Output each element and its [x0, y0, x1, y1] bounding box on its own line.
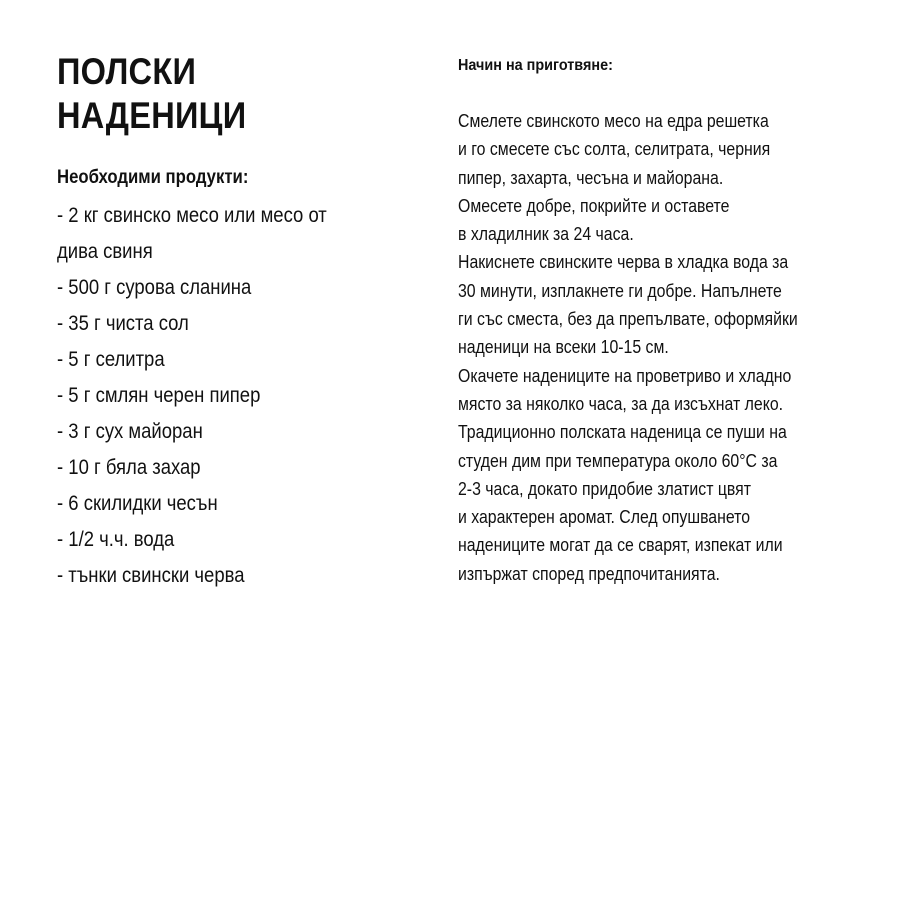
ingredient-item: - тънки свински черва	[57, 564, 245, 587]
ingredient-item: - 10 г бяла захар	[57, 456, 201, 479]
ingredients-column	[57, 50, 417, 594]
method-line: 2-3 часа, докато придобие златист цвят	[458, 478, 751, 499]
method-line: пипер, захарта, чесъна и майорана.	[458, 167, 724, 188]
ingredient-item: - 1/2 ч.ч. вода	[57, 528, 175, 551]
method-line: място за няколко часа, за да изсъхнат леко.	[458, 393, 784, 414]
ingredient-item: - 5 г селитра	[57, 348, 165, 371]
method-line: Традиционно полската наденица се пуши на	[458, 422, 787, 443]
method-line: Омесете добре, покрийте и оставете	[458, 195, 730, 216]
ingredients-list	[57, 198, 418, 594]
method-column	[458, 55, 878, 588]
method-line: и характерен аромат. След опушването	[458, 507, 751, 528]
method-line: ги със сместа, без да препълвате, оформяйки	[458, 309, 798, 330]
ingredient-item: - 500 г сурова сланина	[57, 276, 252, 299]
method-line: Накиснете свинските черва в хладка вода за	[458, 252, 789, 273]
ingredient-item: - 5 г смлян черен пипер	[57, 384, 261, 407]
method-line: Окачете надениците на проветриво и хладно	[458, 365, 792, 386]
ingredient-item: - 6 скилидки чесън	[57, 492, 218, 515]
method-text	[458, 107, 854, 588]
method-line: 30 минути, изплакнете ги добре. Напълнете	[458, 280, 782, 301]
method-heading: Начин на приготвяне:	[458, 57, 613, 74]
ingredients-heading: Необходими продукти:	[57, 167, 249, 188]
ingredient-item: - 3 г сух майоран	[57, 420, 203, 443]
recipe-title	[57, 50, 409, 138]
method-line: в хладилник за 24 часа.	[458, 224, 634, 245]
recipe-title-line-1: ПОЛСКИ	[57, 51, 197, 92]
method-line: изпържат според предпочитанията.	[458, 563, 720, 584]
method-line: Смелете свинското месо на едра решетка	[458, 111, 769, 131]
method-line: студен дим при температура около 60°C за	[458, 450, 778, 471]
method-line: надениците могат да се сварят, изпекат или	[458, 535, 783, 556]
ingredient-item: дива свиня	[57, 240, 153, 263]
ingredient-item: - 35 г чиста сол	[57, 312, 189, 335]
method-line: и го смесете със солта, селитрата, черния	[458, 139, 771, 160]
ingredient-item: - 2 кг свинско месо или месо от	[57, 204, 327, 227]
recipe-title-line-2: НАДЕНИЦИ	[57, 95, 247, 136]
method-line: наденици на всеки 10-15 см.	[458, 337, 669, 358]
